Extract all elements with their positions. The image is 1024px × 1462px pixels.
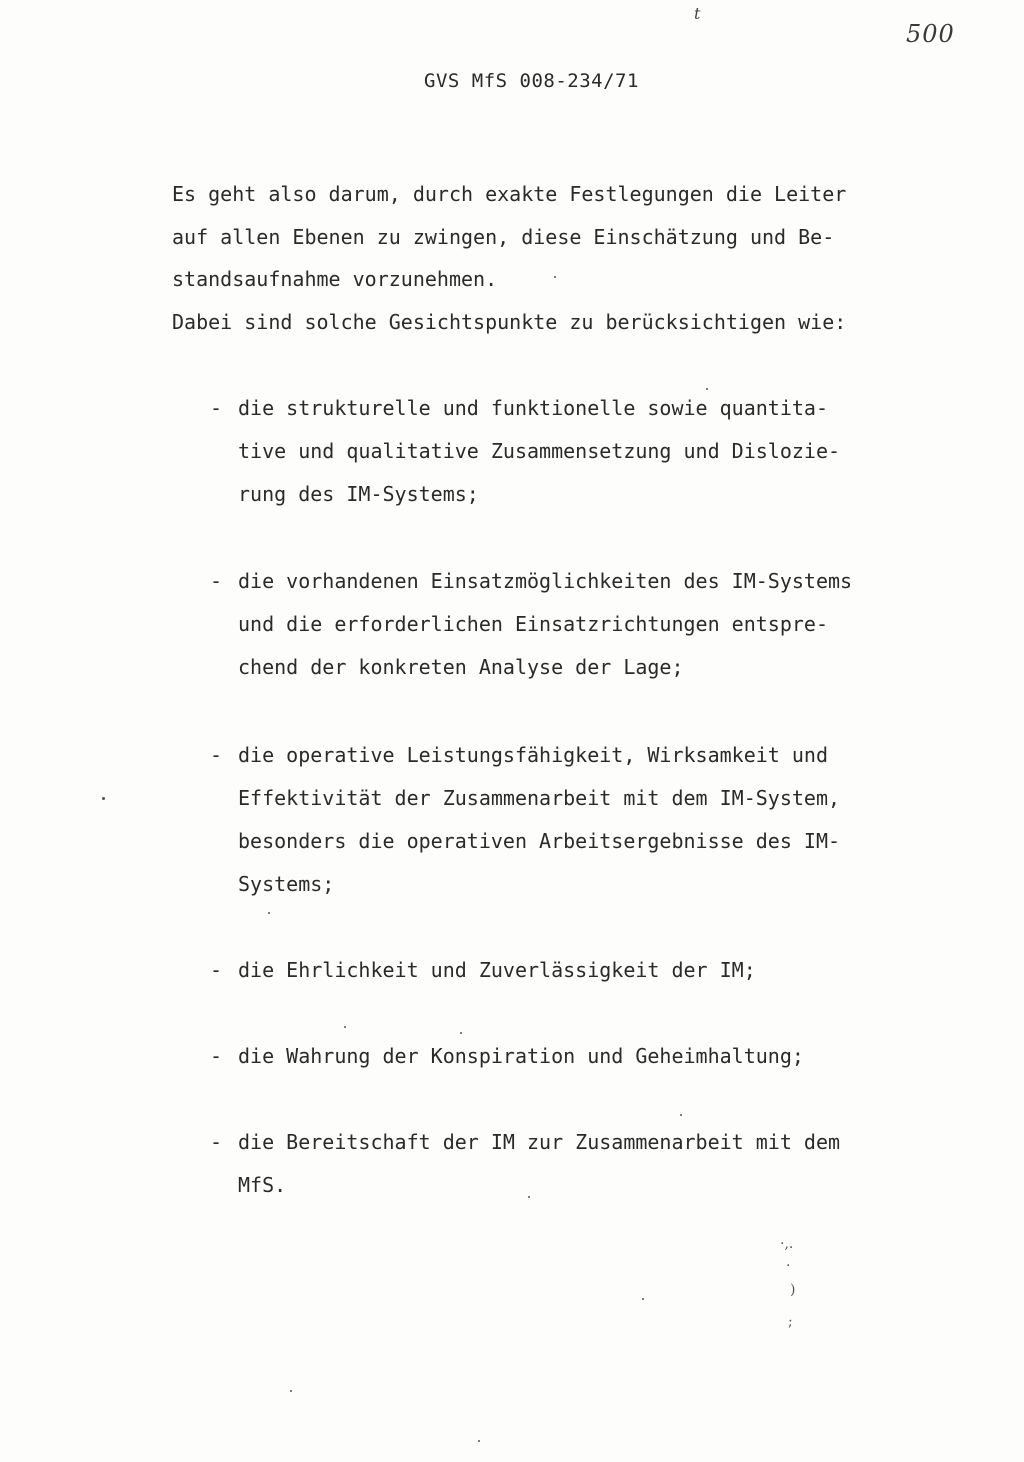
list-item-line: chend der konkreten Analyse der Lage; — [238, 655, 684, 679]
intro-line: Es geht also darum, durch exakte Festlegungen die Leiter — [172, 182, 847, 206]
list-item-line: rung des IM-Systems; — [238, 482, 479, 506]
list-item-line: die Ehrlichkeit und Zuverlässigkeit der IM; — [238, 958, 756, 982]
page-number: 500 — [906, 20, 955, 48]
list-item-line: tive und qualitative Zusammensetzung und Dislozie- — [238, 439, 841, 463]
list-dash: - — [210, 1044, 223, 1068]
scan-speck — [344, 1026, 346, 1028]
scan-speck — [478, 1440, 480, 1442]
scan-speck — [680, 1114, 682, 1116]
list-item-line: Effektivität der Zusammenarbeit mit dem IM-System, — [238, 786, 841, 810]
list-item-line: die vorhandenen Einsatzmöglichkeiten des IM-Systems — [238, 569, 853, 593]
intro-line: auf allen Ebenen zu zwingen, diese Einschätzung und Be- — [172, 225, 835, 249]
list-dash: - — [210, 958, 223, 982]
scan-speck — [460, 1032, 462, 1034]
list-dash: - — [210, 1130, 223, 1154]
list-item-line: Systems; — [238, 872, 335, 896]
intro-line: standsaufnahme vorzunehmen. — [172, 267, 498, 291]
scan-speck — [642, 1298, 644, 1300]
list-item-line: die operative Leistungsfähigkeit, Wirksamkeit und — [238, 743, 829, 767]
list-item-line: die strukturelle und funktionelle sowie quantita- — [238, 396, 829, 420]
margin-marks: ·,. · ) ; — [780, 1236, 796, 1330]
top-handwritten-mark: t — [694, 4, 701, 23]
scan-speck — [102, 797, 105, 800]
list-item-line: besonders die operativen Arbeitsergebnisse des IM- — [238, 829, 841, 853]
list-dash: - — [210, 569, 223, 593]
scan-speck — [706, 388, 708, 390]
list-item-line: die Bereitschaft der IM zur Zusammenarbeit mit dem — [238, 1130, 841, 1154]
scan-speck — [528, 1196, 530, 1198]
list-item-line: und die erforderlichen Einsatzrichtungen entspre- — [238, 612, 829, 636]
scan-speck — [268, 912, 270, 914]
intro-line: Dabei sind solche Gesichtspunkte zu berücksichtigen wie: — [172, 310, 847, 334]
scan-speck — [554, 276, 556, 278]
list-item-line: MfS. — [238, 1173, 287, 1197]
document-reference: GVS MfS 008-234/71 — [424, 70, 639, 92]
list-dash: - — [210, 743, 223, 767]
scan-speck — [290, 1390, 292, 1392]
list-item-line: die Wahrung der Konspiration und Geheimhaltung; — [238, 1044, 804, 1068]
list-dash: - — [210, 396, 223, 420]
